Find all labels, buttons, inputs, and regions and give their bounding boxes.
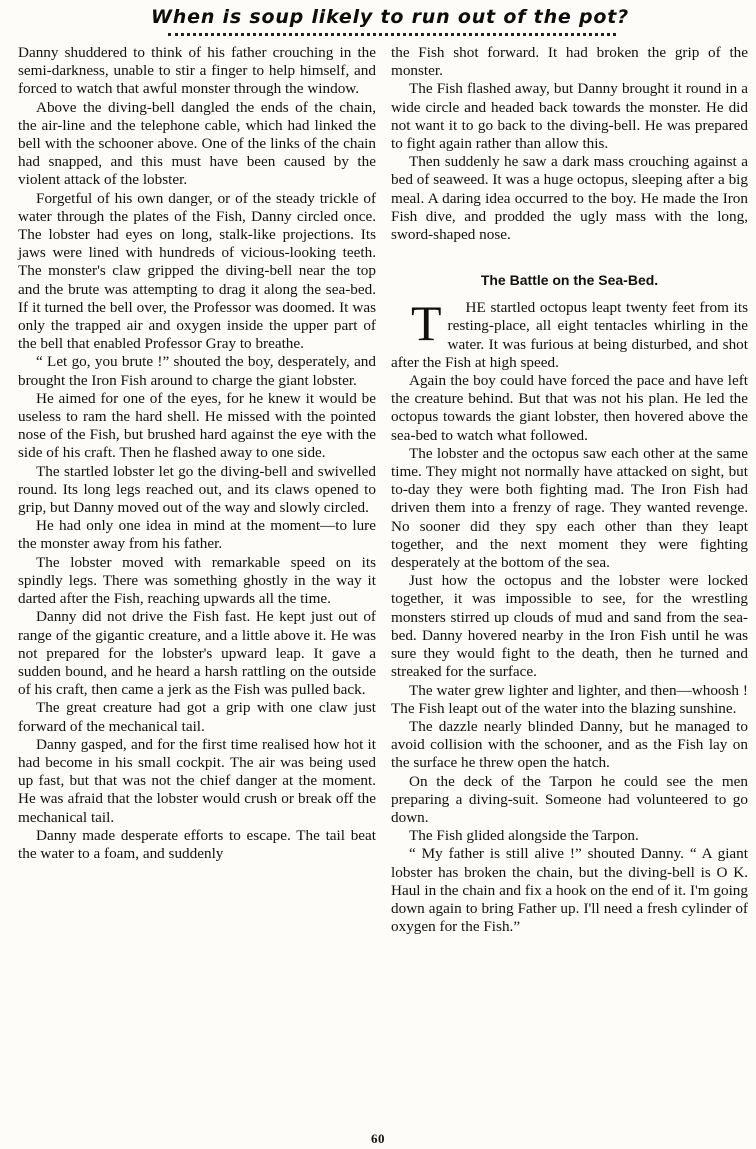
paragraph: The Fish glided alongside the Tarpon. — [409, 827, 639, 845]
paragraph: The startled lobster let go the diving-bell and swivelled round. Its long legs reached out, and its claws opened to grip, but Danny moved out of the way and slowly circled. — [18, 462, 376, 517]
paragraph: Forgetful of his own danger, or of the steady trickle of water through the plates of the Fish, Danny circled once. The lobster had eyes on long, stalk-like projections. Its jaws were lined with hundreds of vicious-looking teeth. The monster's claw gripped the diving-bell near the top and the brute was attempting to drag it along the sea-bed. If it turned the bell over, the Professor was doomed. It was only the trapped air and oxygen inside the upper part of the bell that enabled Professor Gray to breathe. — [18, 189, 376, 353]
paragraph: The dazzle nearly blinded Danny, but he managed to avoid collision with the schooner, and as the Fish lay on the surface he threw open the hatch. — [391, 717, 748, 772]
paragraph: “ Let go, you brute !” shouted the boy, desperately, and brought the Iron Fish around to charge the giant lobster. — [18, 353, 376, 389]
paragraph: The lobster and the octopus saw each other at the same time. They might not normally have attacked on sight, but to-day they were both fighting mad. The Iron Fish had driven them into a frenzy of rage. They wanted revenge. No sooner did they spy each other than they leapt together, and the next moment they were fighting desperately at the bottom of the sea. — [391, 444, 748, 572]
right-column — [391, 44, 748, 936]
paragraph: “ My father is still alive !” shouted Danny. “ A giant lobster has broken the chain, but the diving-bell is O K. Haul in the chain and fix a hook on the end of it. I'm going down again to bring Father up. I'll need a fresh cylinder of oxygen for the Fish.” — [391, 845, 748, 936]
drop-cap: T — [411, 295, 442, 352]
paragraph: The Fish flashed away, but Danny brought it round in a wide circle and headed back towards the monster. He did not want it to go back to the diving-bell. He was prepared to fight again rather than allow this. — [391, 80, 748, 153]
paragraph: Danny shuddered to think of his father crouching in the semi-darkness, unable to stir a finger to help himself, and forced to watch that awful monster through the window. — [18, 44, 376, 98]
left-column — [18, 44, 376, 863]
paragraph: Just how the octopus and the lobster were locked together, it was impossible to see, for the wrestling monsters stirred up clouds of mud and sand from the sea-bed. Danny hovered nearby in the Iron Fish until he was sure they would fight to the death, then he turned and streaked for the surface. — [391, 572, 748, 681]
header-title: When is soup likely to run out of the pot? — [151, 6, 629, 28]
dropcap-paragraph-text: HE startled octopus leapt twenty feet from its resting-place, all eight tentacles whirling in the water. It was furious at being disturbed, and shot after the Fish at high speed. — [391, 299, 748, 371]
paragraph: the Fish shot forward. It had broken the grip of the monster. — [391, 44, 748, 80]
paragraph: The great creature had got a grip with one claw just forward of the mechanical tail. — [18, 699, 376, 735]
paragraph: Then suddenly he saw a dark mass crouching against a bed of seaweed. It was a huge octopus, sleeping after a big meal. A daring idea occurred to the boy. He made the Iron Fish dive, and prodded the ugly mass with the long, sword-shaped nose. — [391, 153, 748, 244]
paragraph: Danny did not drive the Fish fast. He kept just out of range of the gigantic creature, and a little above it. He was not prepared for the lobster's upward leap. It gave a sudden bound, and he heard a harsh rattling on the outside of his craft, then came a jerk as the Fish was pulled back. — [18, 608, 376, 699]
paragraph: He had only one idea in mind at the moment—to lure the monster away from his father. — [18, 517, 376, 553]
paragraph: Above the diving-bell dangled the ends of the chain, the air-line and the telephone cable, which had linked the bell with the schooner above. One of the links of the chain had snapped, and this must have been caused by the violent attack of the lobster. — [18, 98, 376, 189]
paragraph: On the deck of the Tarpon he could see the men preparing a diving-suit. Someone had volunteered to go down. — [391, 772, 748, 826]
dropcap-paragraph — [391, 295, 748, 372]
paragraph: Again the boy could have forced the pace and have left the creature behind. But that was not his plan. He led the octopus towards the giant lobster, then hovered above the sea-bed to watch what followed. — [391, 372, 748, 444]
page-header — [0, 4, 756, 36]
paragraph: Danny made desperate efforts to escape. The tail beat the water to a foam, and suddenly — [18, 826, 376, 862]
dotted-rule-divider — [168, 33, 616, 36]
paragraph: The water grew lighter and lighter, and then—whoosh ! The Fish leapt out of the water into the blazing sunshine. — [391, 681, 748, 717]
paragraph: The lobster moved with remarkable speed on its spindly legs. There was something ghostly in the way it darted after the Fish, reaching upwards all the time. — [18, 553, 376, 608]
section-heading: The Battle on the Sea-Bed. — [480, 272, 659, 289]
paragraph: He aimed for one of the eyes, for he knew it would be useless to ram the hard shell. He missed with the pointed nose of the Fish, but brushed hard against the eye with the side of his craft. Then he flashed away to one side. — [18, 389, 376, 462]
page-number: 60 — [371, 1131, 385, 1146]
paragraph: Danny gasped, and for the first time realised how hot it had become in his small cockpit. The air was being used up fast, but that was not the chief danger at the moment. He was afraid that the lobster would crush or break off the mechanical tail. — [18, 735, 376, 826]
